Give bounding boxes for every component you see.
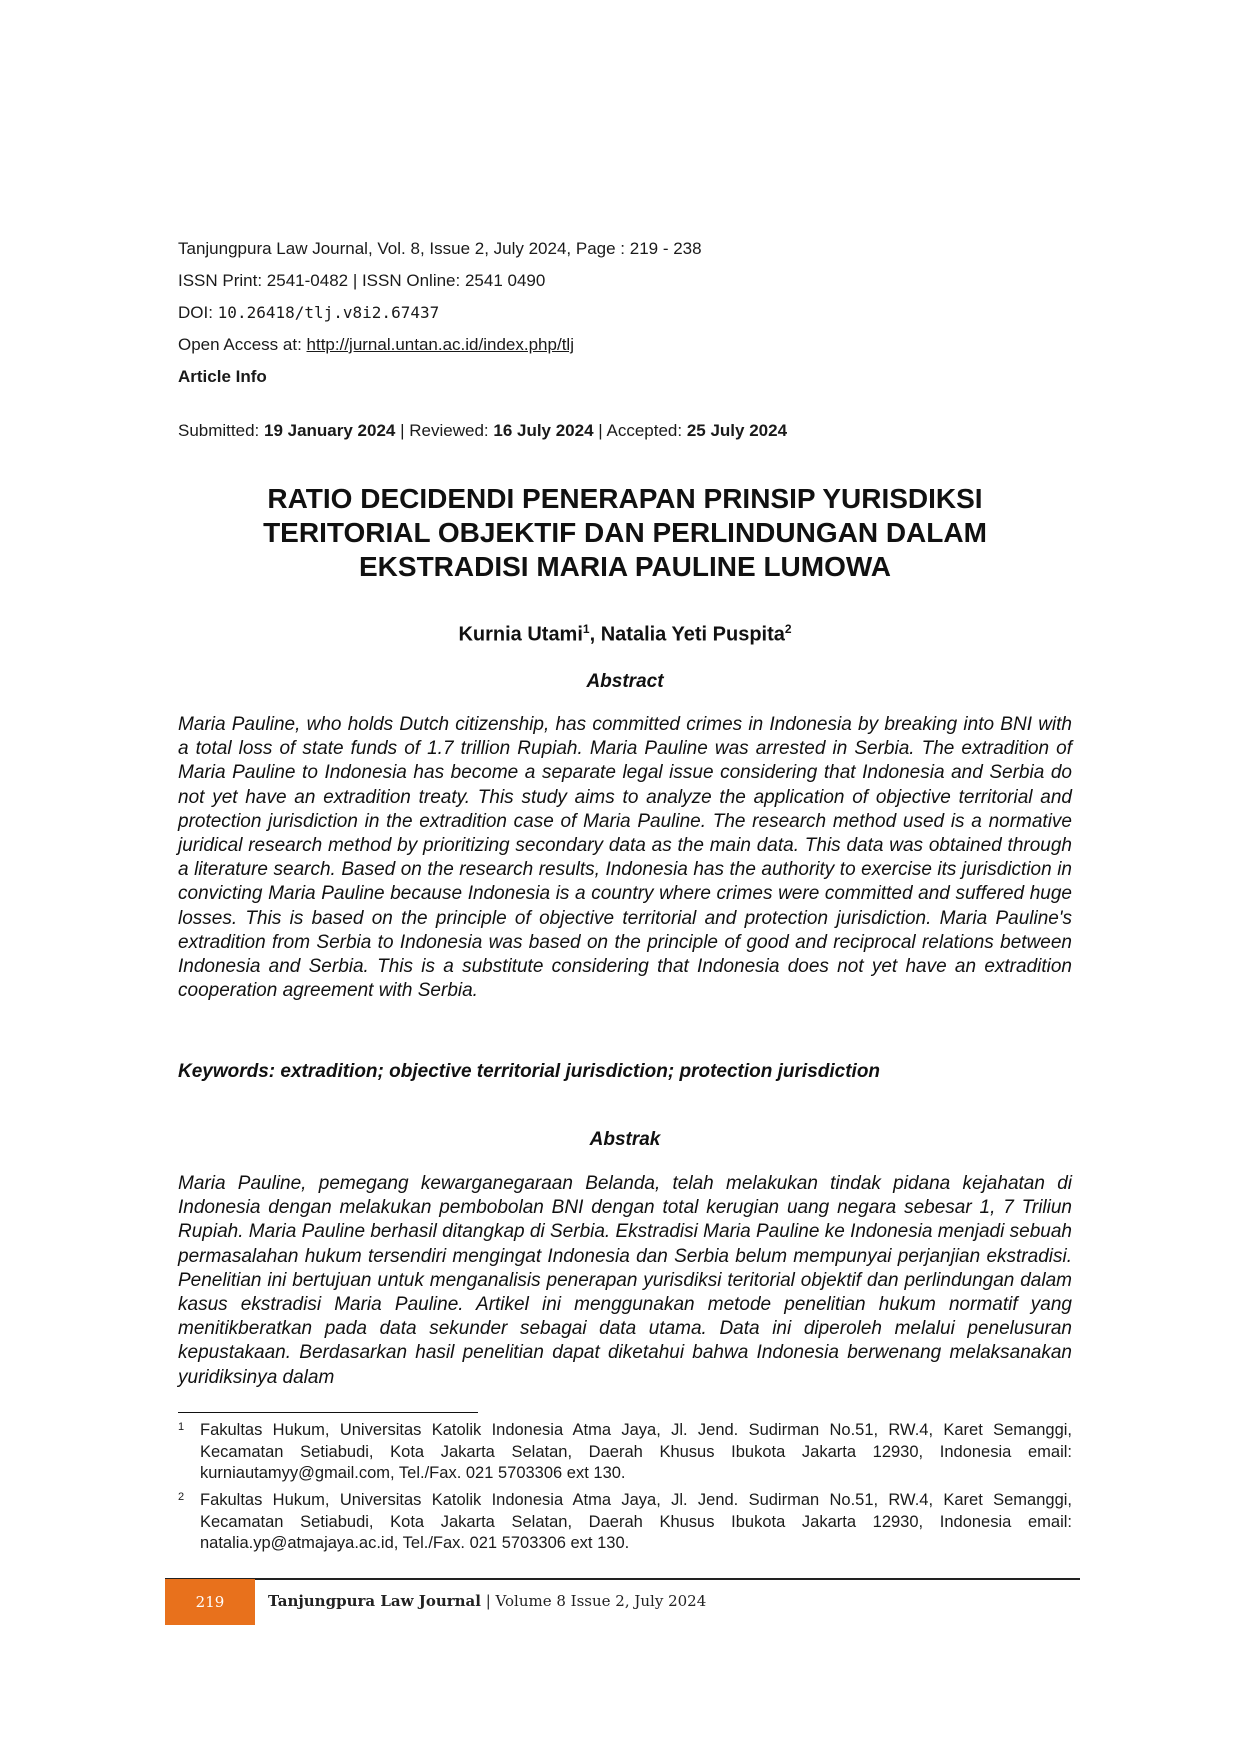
journal-citation: Tanjungpura Law Journal, Vol. 8, Issue 2, July 2024, Page : 219 - 238 <box>178 239 702 258</box>
title-line: EKSTRADISI MARIA PAULINE LUMOWA <box>359 551 891 582</box>
title-line: RATIO DECIDENDI PENERAPAN PRINSIP YURISDIKSI <box>267 483 983 514</box>
footnote-divider <box>178 1412 478 1413</box>
footer-issue: | Volume 8 Issue 2, July 2024 <box>480 1592 707 1610</box>
footnote-text: Fakultas Hukum, Universitas Katolik Indonesia Atma Jaya, Jl. Jend. Sudirman No.51, RW.4, Karet Semanggi, Kecamatan Setiabudi, Kota Jakarta Selatan, Daerah Khusus Ibukota Jakarta 12930, Indonesia email: natalia.yp@atmajaya.ac.id, Tel./Fax. 021 5703306 ext 130. <box>200 1491 1072 1552</box>
footnote-ref[interactable]: 2 <box>784 622 792 636</box>
footnote-text: Fakultas Hukum, Universitas Katolik Indonesia Atma Jaya, Jl. Jend. Sudirman No.51, RW.4, Karet Semanggi, Kecamatan Setiabudi, Kota Jakarta Selatan, Daerah Khusus Ibukota Jakarta 12930, Indonesia email: kurniautamyy@gmail.com, Tel./Fax. 021 5703306 ext 130. <box>200 1421 1072 1482</box>
accepted-label: | Accepted: <box>593 421 687 440</box>
submitted-label: Submitted: <box>178 421 264 440</box>
abstrak-heading: Abstrak <box>589 1129 661 1150</box>
abstrak-body: Maria Pauline, pemegang kewarganegaraan Belanda, telah melakukan tindak pidana kejahatan di Indonesia dengan melakukan pembobolan BNI dengan total kerugian uang negara sebesar 1, 7 Triliun Rupiah. Maria Pauline berhasil ditangkap di Serbia. Ekstradisi Maria Pauline ke Indonesia menjadi sebuah permasalahan hukum tersendiri mengingat Indonesia dan Serbia belum mempunyai perjanjian ekstradisi. Penelitian ini bertujuan untuk menganalisis penerapan yurisdiksi teritorial objektif dan perlindungan dalam kasus ekstradisi Maria Pauline. Artikel ini menggunakan metode penelitian hukum normatif yang menitikberatkan pada data sekunder sebagai data utama. Data ini diperoleh melalui penelusuran kepustakaan. Berdasarkan hasil penelitian dapat diketahui bahwa Indonesia berwenang melaksanakan yuridiksinya dalam <box>178 1173 1072 1388</box>
footer-divider <box>165 1578 1080 1580</box>
abstract-body: Maria Pauline, who holds Dutch citizenship, has committed crimes in Indonesia by breaking into BNI with a total loss of state funds of 1.7 trillion Rupiah. Maria Pauline was arrested in Serbia. The extradition of Maria Pauline to Indonesia has become a separate legal issue considering that Indonesia and Serbia do not yet have an extradition treaty. This study aims to analyze the application of objective territorial and protection jurisdiction in the extradition case of Maria Pauline. The research method used is a normative juridical research method by prioritizing secondary data as the main data. This data was obtained through a literature search. Based on the research results, Indonesia has the authority to exercise its jurisdiction in convicting Maria Pauline because Indonesia is a country where crimes were committed and suffered huge losses. This is based on the principle of objective territorial and protection jurisdiction. Maria Pauline's extradition from Serbia to Indonesia was based on the principle of good and reciprocal relations between Indonesia and Serbia. This is a substitute considering that Indonesia does not yet have an extradition cooperation agreement with Serbia. <box>178 714 1072 1002</box>
author-separator: , <box>589 623 601 646</box>
footnote-ref[interactable]: 1 <box>582 622 590 636</box>
author-name: Natalia Yeti Puspita <box>600 623 785 646</box>
footnote <box>178 1420 1072 1485</box>
author-name: Kurnia Utami <box>458 623 583 646</box>
footer-journal-name: Tanjungpura Law Journal <box>268 1592 481 1610</box>
accepted-date: 25 July 2024 <box>686 421 788 440</box>
submitted-date: 19 January 2024 <box>264 421 396 440</box>
submission-dates <box>178 420 787 442</box>
footnote-number: 2 <box>178 1491 185 1503</box>
footnote-number: 1 <box>178 1421 185 1433</box>
article-info-heading: Article Info <box>178 367 267 386</box>
article-title <box>178 482 1072 584</box>
title-line: TERITORIAL OBJEKTIF DAN PERLINDUNGAN DALAM <box>263 517 987 548</box>
page-number-box <box>165 1579 255 1625</box>
open-access-link[interactable]: http://jurnal.untan.ac.id/index.php/tlj <box>306 335 574 354</box>
footer-journal <box>268 1592 706 1610</box>
reviewed-date: 16 July 2024 <box>493 421 594 440</box>
reviewed-label: | Reviewed: <box>395 421 494 440</box>
page-number: 219 <box>195 1593 225 1611</box>
abstract-heading: Abstract <box>586 671 664 692</box>
doi-line <box>178 302 439 324</box>
open-access-label: Open Access at: <box>178 335 307 354</box>
doi-value[interactable]: 10.26418/tlj.v8i2.67437 <box>217 303 440 322</box>
footnote <box>178 1490 1072 1555</box>
author-list <box>178 616 1072 648</box>
issn-line: ISSN Print: 2541-0482 | ISSN Online: 2541 0490 <box>178 271 546 290</box>
keywords: Keywords: extradition; objective territorial jurisdiction; protection jurisdiction <box>178 1061 881 1082</box>
open-access-line <box>178 334 574 356</box>
doi-label: DOI: <box>178 303 218 322</box>
